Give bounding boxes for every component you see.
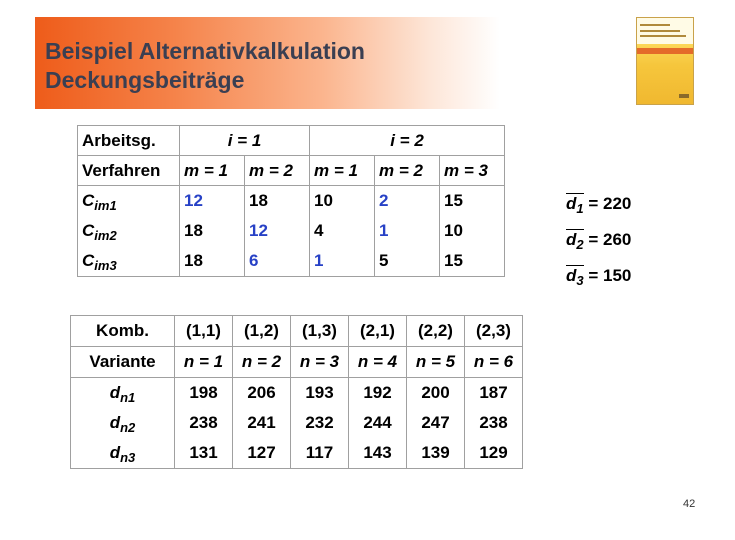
book-cover-line xyxy=(640,35,686,37)
table-cell: 129 xyxy=(465,438,523,469)
table-cell: 143 xyxy=(349,438,407,469)
table-cell: 5 xyxy=(375,246,440,277)
header-cell: (1,1) xyxy=(175,316,233,347)
header-cell: (1,3) xyxy=(291,316,349,347)
table-cell: 232 xyxy=(291,408,349,438)
table-cell: 247 xyxy=(407,408,465,438)
table-cell: 238 xyxy=(465,408,523,438)
table-cell: 15 xyxy=(440,186,505,217)
header-cell: m = 1 xyxy=(180,156,245,186)
header-cell: (2,3) xyxy=(465,316,523,347)
table-cell: 6 xyxy=(245,246,310,277)
header-cell: m = 2 xyxy=(375,156,440,186)
row-label: $d_{n2}$ xyxy=(71,408,175,438)
table-row xyxy=(71,438,523,469)
book-cover-publisher-mark xyxy=(679,94,689,98)
header-cell: n = 4 xyxy=(349,347,407,378)
header-cell: i = 1 xyxy=(180,126,310,156)
table-cell: 198 xyxy=(175,378,233,409)
table-cell: 1 xyxy=(375,216,440,246)
table-cell: 127 xyxy=(233,438,291,469)
header-cell: Arbeitsg. xyxy=(78,126,180,156)
header-cell: n = 2 xyxy=(233,347,291,378)
table-cell: 193 xyxy=(291,378,349,409)
d-symbol: $d_3$ xyxy=(566,266,584,288)
row-label: $C_{im3}$ xyxy=(78,246,180,277)
header-cell: i = 2 xyxy=(310,126,505,156)
book-cover-thumbnail xyxy=(636,17,694,105)
table-row xyxy=(78,216,505,246)
slide-title-line-2: Deckungsbeiträge xyxy=(45,67,245,93)
d-value: = 220 xyxy=(588,194,632,213)
table-cell: 1 xyxy=(310,246,375,277)
header-cell: n = 1 xyxy=(175,347,233,378)
header-cell: Variante xyxy=(71,347,175,378)
d-value: = 150 xyxy=(588,266,632,285)
table-cell: 139 xyxy=(407,438,465,469)
combination-table-subheader-row xyxy=(71,347,523,378)
table-cell: 18 xyxy=(180,246,245,277)
header-cell: Komb. xyxy=(71,316,175,347)
header-cell: (2,2) xyxy=(407,316,465,347)
table-cell: 117 xyxy=(291,438,349,469)
cost-table-subheader-row xyxy=(78,156,505,186)
table-cell: 12 xyxy=(180,186,245,217)
header-cell: n = 3 xyxy=(291,347,349,378)
table-cell: 2 xyxy=(375,186,440,217)
d-value: = 260 xyxy=(588,230,632,249)
header-cell: (2,1) xyxy=(349,316,407,347)
table-cell: 10 xyxy=(440,216,505,246)
table-row xyxy=(71,408,523,438)
table-cell: 4 xyxy=(310,216,375,246)
table-cell: 238 xyxy=(175,408,233,438)
table-row xyxy=(78,186,505,217)
book-cover-line xyxy=(640,24,670,26)
table-row xyxy=(78,246,505,277)
table-cell: 206 xyxy=(233,378,291,409)
table-cell: 18 xyxy=(180,216,245,246)
row-label: $C_{im2}$ xyxy=(78,216,180,246)
table-cell: 241 xyxy=(233,408,291,438)
cost-table-header-row xyxy=(78,126,505,156)
table-cell: 15 xyxy=(440,246,505,277)
book-cover-line xyxy=(640,30,680,32)
header-cell: (1,2) xyxy=(233,316,291,347)
header-cell: Verfahren xyxy=(78,156,180,186)
slide-title-line-1: Beispiel Alternativkalkulation xyxy=(45,38,365,64)
d-value-row xyxy=(566,258,631,294)
d-symbol: $d_2$ xyxy=(566,230,584,252)
combination-table xyxy=(70,315,523,469)
table-cell: 10 xyxy=(310,186,375,217)
header-cell: n = 5 xyxy=(407,347,465,378)
row-label: $d_{n3}$ xyxy=(71,438,175,469)
row-label: $d_{n1}$ xyxy=(71,378,175,409)
header-cell: n = 6 xyxy=(465,347,523,378)
page-number: 42 xyxy=(683,498,696,510)
table-cell: 192 xyxy=(349,378,407,409)
d-value-row xyxy=(566,186,631,222)
table-cell: 200 xyxy=(407,378,465,409)
cost-table xyxy=(77,125,505,277)
d-symbol: $d_1$ xyxy=(566,194,584,216)
combination-table-header-row xyxy=(71,316,523,347)
header-cell: m = 3 xyxy=(440,156,505,186)
table-cell: 12 xyxy=(245,216,310,246)
row-label: $C_{im1}$ xyxy=(78,186,180,217)
table-row xyxy=(71,378,523,409)
table-cell: 187 xyxy=(465,378,523,409)
table-cell: 131 xyxy=(175,438,233,469)
d-value-row xyxy=(566,222,631,258)
book-cover-band xyxy=(637,48,693,54)
table-cell: 18 xyxy=(245,186,310,217)
table-cell: 244 xyxy=(349,408,407,438)
slide-title xyxy=(45,37,365,95)
header-cell: m = 1 xyxy=(310,156,375,186)
header-cell: m = 2 xyxy=(245,156,310,186)
contribution-margin-list xyxy=(566,186,631,294)
